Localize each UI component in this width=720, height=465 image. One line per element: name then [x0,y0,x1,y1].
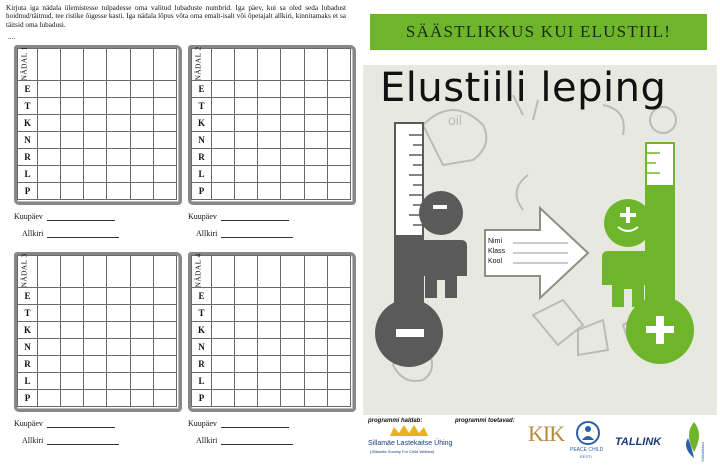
promise-number-cell[interactable] [153,256,176,288]
week-table [17,45,177,200]
checkbox-cell[interactable] [304,98,327,115]
checkbox-cell[interactable] [61,81,84,98]
checkbox-cell[interactable] [327,288,350,305]
day-label: K [18,115,38,132]
date-row: Kuupäev [188,212,289,221]
checkbox-cell[interactable] [153,339,176,356]
checkbox-cell[interactable] [235,132,258,149]
week-label: NÄDAL 4 [193,252,203,288]
checkbox-cell[interactable] [281,305,304,322]
day-label: L [18,373,38,390]
checkbox-cell[interactable] [61,373,84,390]
signature-line[interactable] [221,437,293,445]
checkbox-cell[interactable] [327,149,350,166]
signature-line[interactable] [47,437,119,445]
school-label: Kool [488,258,503,265]
checkbox-cell[interactable] [212,390,235,407]
week-table [191,252,351,407]
checkbox-cell[interactable] [281,288,304,305]
day-label: R [192,356,212,373]
checkbox-cell[interactable] [38,288,61,305]
checkbox-cell[interactable] [38,373,61,390]
week-label: NÄDAL 3 [19,252,29,288]
checkbox-cell[interactable] [84,81,107,98]
checkbox-cell[interactable] [61,288,84,305]
week-grid-3 [14,252,182,457]
week-table [191,45,351,200]
promise-number-cell[interactable] [281,256,304,288]
checkbox-cell[interactable] [212,305,235,322]
checkbox-cell[interactable] [38,149,61,166]
svg-text:oil: oil [448,112,463,128]
checkbox-cell[interactable] [304,305,327,322]
checkbox-cell[interactable] [107,81,130,98]
class-label: Klass [488,248,506,255]
checkbox-cell[interactable] [304,115,327,132]
org-subtitle: (Sillamäe Society For Child Welfare) [370,449,435,454]
checkbox-cell[interactable] [281,98,304,115]
checkbox-cell[interactable] [235,339,258,356]
checkbox-cell[interactable] [107,115,130,132]
checkbox-cell[interactable] [153,132,176,149]
checkbox-cell[interactable] [107,305,130,322]
checkbox-cell[interactable] [281,322,304,339]
checkbox-cell[interactable] [107,390,130,407]
checkbox-cell[interactable] [327,115,350,132]
week-grid-4 [188,252,356,457]
checkbox-cell[interactable] [235,390,258,407]
checkbox-cell[interactable] [38,98,61,115]
day-label: N [18,339,38,356]
checkbox-cell[interactable] [304,149,327,166]
checkbox-cell[interactable] [235,288,258,305]
checkbox-cell[interactable] [327,132,350,149]
checkbox-cell[interactable] [327,339,350,356]
checkbox-cell[interactable] [281,183,304,200]
checkbox-cell[interactable] [84,183,107,200]
date-line[interactable] [47,213,115,221]
checkbox-cell[interactable] [61,390,84,407]
checkbox-cell[interactable] [212,288,235,305]
checkbox-cell[interactable] [153,356,176,373]
promise-number-cell[interactable] [327,49,350,81]
checkbox-cell[interactable] [107,288,130,305]
checkbox-cell[interactable] [61,166,84,183]
checkbox-cell[interactable] [107,183,130,200]
checkbox-cell[interactable] [212,132,235,149]
checkbox-cell[interactable] [281,81,304,98]
checkbox-cell[interactable] [61,305,84,322]
checkbox-cell[interactable] [258,149,281,166]
checkbox-cell[interactable] [235,149,258,166]
checkbox-cell[interactable] [38,166,61,183]
checkbox-cell[interactable] [235,81,258,98]
signature-line[interactable] [47,230,119,238]
peace-child-logo-icon [575,420,601,446]
right-thermometer [602,143,694,364]
day-label: T [18,305,38,322]
checkbox-cell[interactable] [258,356,281,373]
checkbox-cell[interactable] [212,149,235,166]
checkbox-cell[interactable] [281,149,304,166]
checkbox-cell[interactable] [281,373,304,390]
checkbox-cell[interactable] [304,288,327,305]
checkbox-cell[interactable] [61,339,84,356]
signature-row: Allkiri [22,229,119,238]
day-label: T [18,98,38,115]
promise-number-cell[interactable] [258,49,281,81]
checkbox-cell[interactable] [84,356,107,373]
promise-number-cell[interactable] [38,49,61,81]
checkbox-cell[interactable] [38,390,61,407]
checkbox-cell[interactable] [38,322,61,339]
checkbox-cell[interactable] [304,356,327,373]
day-label: T [192,305,212,322]
day-label: L [192,373,212,390]
peace-child-sub: EESTI [580,454,592,459]
checkbox-cell[interactable] [130,115,153,132]
checkbox-cell[interactable] [84,132,107,149]
checkbox-cell[interactable] [153,390,176,407]
kik-logo: KIK [528,421,565,446]
checkbox-cell[interactable] [281,390,304,407]
signature-row: Allkiri [22,436,119,445]
day-label: R [18,356,38,373]
day-label: E [192,81,212,98]
checkbox-cell[interactable] [84,373,107,390]
checkbox-cell[interactable] [327,373,350,390]
promise-number-cell[interactable] [258,256,281,288]
checkbox-cell[interactable] [153,322,176,339]
checkbox-cell[interactable] [130,288,153,305]
checkbox-cell[interactable] [212,356,235,373]
checkbox-cell[interactable] [38,339,61,356]
checkbox-cell[interactable] [258,115,281,132]
checkbox-cell[interactable] [153,183,176,200]
name-label: Nimi [488,238,502,245]
checkbox-cell[interactable] [107,373,130,390]
day-label: L [192,166,212,183]
day-label: T [192,98,212,115]
checkbox-cell[interactable] [153,98,176,115]
checkbox-cell[interactable] [153,115,176,132]
day-label: K [192,115,212,132]
checkbox-cell[interactable] [153,166,176,183]
checkbox-cell[interactable] [212,115,235,132]
signature-line[interactable] [221,230,293,238]
checkbox-cell[interactable] [84,339,107,356]
checkbox-cell[interactable] [84,166,107,183]
checkbox-cell[interactable] [235,98,258,115]
checkbox-cell[interactable] [130,132,153,149]
promise-number-cell[interactable] [84,256,107,288]
checkbox-cell[interactable] [281,115,304,132]
week-label: NÄDAL 2 [193,45,203,81]
signature-row: Allkiri [196,436,293,445]
checkbox-cell[interactable] [327,305,350,322]
checkbox-cell[interactable] [258,390,281,407]
checkbox-cell[interactable] [84,115,107,132]
instructions-text: Kirjuta iga nädala ülemistesse tulpadesse oma valitud lubaduste numbrid. Iga päev, kui sa oled seda lubadust hoidnud/täitnud, tee ristike õigesse kasti. Iga nädala lõpus võta oma emalt-isalt või õpetajalt allkiri, kinnitamaks et sa täitsid oma lubadusi. [6,4,346,29]
promise-number-cell[interactable] [235,256,258,288]
slogan-banner [370,14,707,50]
checkbox-cell[interactable] [304,390,327,407]
day-label: L [18,166,38,183]
checkbox-cell[interactable] [212,322,235,339]
date-row: Kuupäev [14,212,115,221]
checkbox-cell[interactable] [153,81,176,98]
checkbox-cell[interactable] [84,322,107,339]
funded-by-label: programmi toetavad: [455,418,515,424]
recycle-icon [533,300,608,355]
checkbox-cell[interactable] [153,305,176,322]
day-label: E [18,288,38,305]
promise-number-cell[interactable] [130,49,153,81]
checkbox-cell[interactable] [258,373,281,390]
checkbox-cell[interactable] [130,98,153,115]
instructions-ellipsis: .... [8,33,15,41]
checkbox-cell[interactable] [258,288,281,305]
checkbox-cell[interactable] [235,305,258,322]
checkbox-cell[interactable] [304,81,327,98]
checkbox-cell[interactable] [84,390,107,407]
promise-number-cell[interactable] [61,49,84,81]
day-label: R [192,149,212,166]
promise-number-cell[interactable] [107,49,130,81]
org-name: Sillamäe Lastekaitse Ühing [368,440,453,447]
checkbox-cell[interactable] [153,288,176,305]
checkbox-cell[interactable] [38,305,61,322]
checkbox-cell[interactable] [38,81,61,98]
date-row: Kuupäev [14,419,115,428]
checkbox-cell[interactable] [107,132,130,149]
program-lead-label: programmi haldab: [368,418,423,424]
checkbox-cell[interactable] [84,149,107,166]
checkbox-cell[interactable] [130,183,153,200]
checkbox-cell[interactable] [212,339,235,356]
day-label: P [18,390,38,407]
checkbox-cell[interactable] [130,356,153,373]
checkbox-cell[interactable] [84,305,107,322]
checkbox-cell[interactable] [327,322,350,339]
thermometer-illustration [363,65,717,415]
checkbox-cell[interactable] [281,166,304,183]
checkbox-cell[interactable] [107,149,130,166]
checkbox-cell[interactable] [304,373,327,390]
day-label: P [18,183,38,200]
date-line[interactable] [47,420,115,428]
right-page [360,0,720,465]
checkbox-cell[interactable] [258,166,281,183]
date-row: Kuupäev [188,419,289,428]
day-label: P [192,390,212,407]
checkbox-cell[interactable] [84,98,107,115]
checkbox-cell[interactable] [304,339,327,356]
checkbox-cell[interactable] [61,98,84,115]
checkbox-cell[interactable] [107,98,130,115]
promise-number-cell[interactable] [235,49,258,81]
week-table [17,252,177,407]
checkbox-cell[interactable] [304,322,327,339]
checkbox-cell[interactable] [258,322,281,339]
checkbox-cell[interactable] [235,183,258,200]
checkbox-cell[interactable] [61,132,84,149]
checkbox-cell[interactable] [130,390,153,407]
day-label: N [192,132,212,149]
checkbox-cell[interactable] [107,166,130,183]
checkbox-cell[interactable] [235,373,258,390]
checkbox-cell[interactable] [84,288,107,305]
day-label: E [18,81,38,98]
checkbox-cell[interactable] [107,339,130,356]
promise-number-cell[interactable] [281,49,304,81]
day-label: K [18,322,38,339]
checkbox-cell[interactable] [327,166,350,183]
checkbox-cell[interactable] [212,373,235,390]
crown-logo-icon [388,424,438,438]
checkbox-cell[interactable] [281,339,304,356]
checkbox-cell[interactable] [235,322,258,339]
checkbox-cell[interactable] [212,166,235,183]
checkbox-cell[interactable] [327,390,350,407]
checkbox-cell[interactable] [212,81,235,98]
cover-illustration [363,65,717,415]
sm-logo-text: Säästlikkus [700,441,705,462]
day-label: N [18,132,38,149]
date-line[interactable] [221,213,289,221]
checkbox-cell[interactable] [258,339,281,356]
date-line[interactable] [221,420,289,428]
checkbox-cell[interactable] [61,356,84,373]
checkbox-cell[interactable] [304,132,327,149]
checkbox-cell[interactable] [130,166,153,183]
left-thermometer [375,123,467,367]
checkbox-cell[interactable] [327,356,350,373]
signature-row: Allkiri [196,229,293,238]
checkbox-cell[interactable] [38,132,61,149]
checkbox-cell[interactable] [258,98,281,115]
peace-child-text: PEACE CHILD [570,447,604,453]
week-grid-2 [188,45,356,250]
checkbox-cell[interactable] [61,115,84,132]
checkbox-cell[interactable] [258,81,281,98]
contract-title: Elustiili leping [380,65,667,111]
checkbox-cell[interactable] [327,98,350,115]
checkbox-cell[interactable] [38,115,61,132]
checkbox-cell[interactable] [281,356,304,373]
promise-number-cell[interactable] [212,256,235,288]
checkbox-cell[interactable] [235,115,258,132]
checkbox-cell[interactable] [130,339,153,356]
day-label: N [192,339,212,356]
checkbox-cell[interactable] [130,305,153,322]
checkbox-cell[interactable] [153,373,176,390]
checkbox-cell[interactable] [212,183,235,200]
promise-number-cell[interactable] [304,256,327,288]
checkbox-cell[interactable] [38,356,61,373]
week-grid-1 [14,45,182,250]
checkbox-cell[interactable] [235,166,258,183]
checkbox-cell[interactable] [130,322,153,339]
checkbox-cell[interactable] [61,322,84,339]
checkbox-cell[interactable] [212,98,235,115]
day-label: P [192,183,212,200]
promise-number-cell[interactable] [130,256,153,288]
promise-number-cell[interactable] [212,49,235,81]
slogan-text: SÄÄSTLIKKUS KUI ELUSTIIL! [405,22,672,41]
day-label: E [192,288,212,305]
week-label: NÄDAL 1 [19,45,29,81]
checkbox-cell[interactable] [304,183,327,200]
checkbox-cell[interactable] [153,149,176,166]
checkbox-cell[interactable] [327,183,350,200]
checkbox-cell[interactable] [304,166,327,183]
promise-number-cell[interactable] [304,49,327,81]
checkbox-cell[interactable] [327,81,350,98]
checkbox-cell[interactable] [130,81,153,98]
promise-number-cell[interactable] [61,256,84,288]
checkbox-cell[interactable] [130,149,153,166]
checkbox-cell[interactable] [235,356,258,373]
checkbox-cell[interactable] [258,132,281,149]
checkbox-cell[interactable] [258,305,281,322]
promise-number-cell[interactable] [153,49,176,81]
checkbox-cell[interactable] [130,373,153,390]
checkbox-cell[interactable] [61,149,84,166]
promise-number-cell[interactable] [84,49,107,81]
day-label: R [18,149,38,166]
promise-number-cell[interactable] [38,256,61,288]
checkbox-cell[interactable] [258,183,281,200]
checkbox-cell[interactable] [107,356,130,373]
day-label: K [192,322,212,339]
checkbox-cell[interactable] [107,322,130,339]
promise-number-cell[interactable] [107,256,130,288]
checkbox-cell[interactable] [61,183,84,200]
checkbox-cell[interactable] [38,183,61,200]
tallink-logo: TALLINK [615,436,662,448]
checkbox-cell[interactable] [281,132,304,149]
promise-number-cell[interactable] [327,256,350,288]
